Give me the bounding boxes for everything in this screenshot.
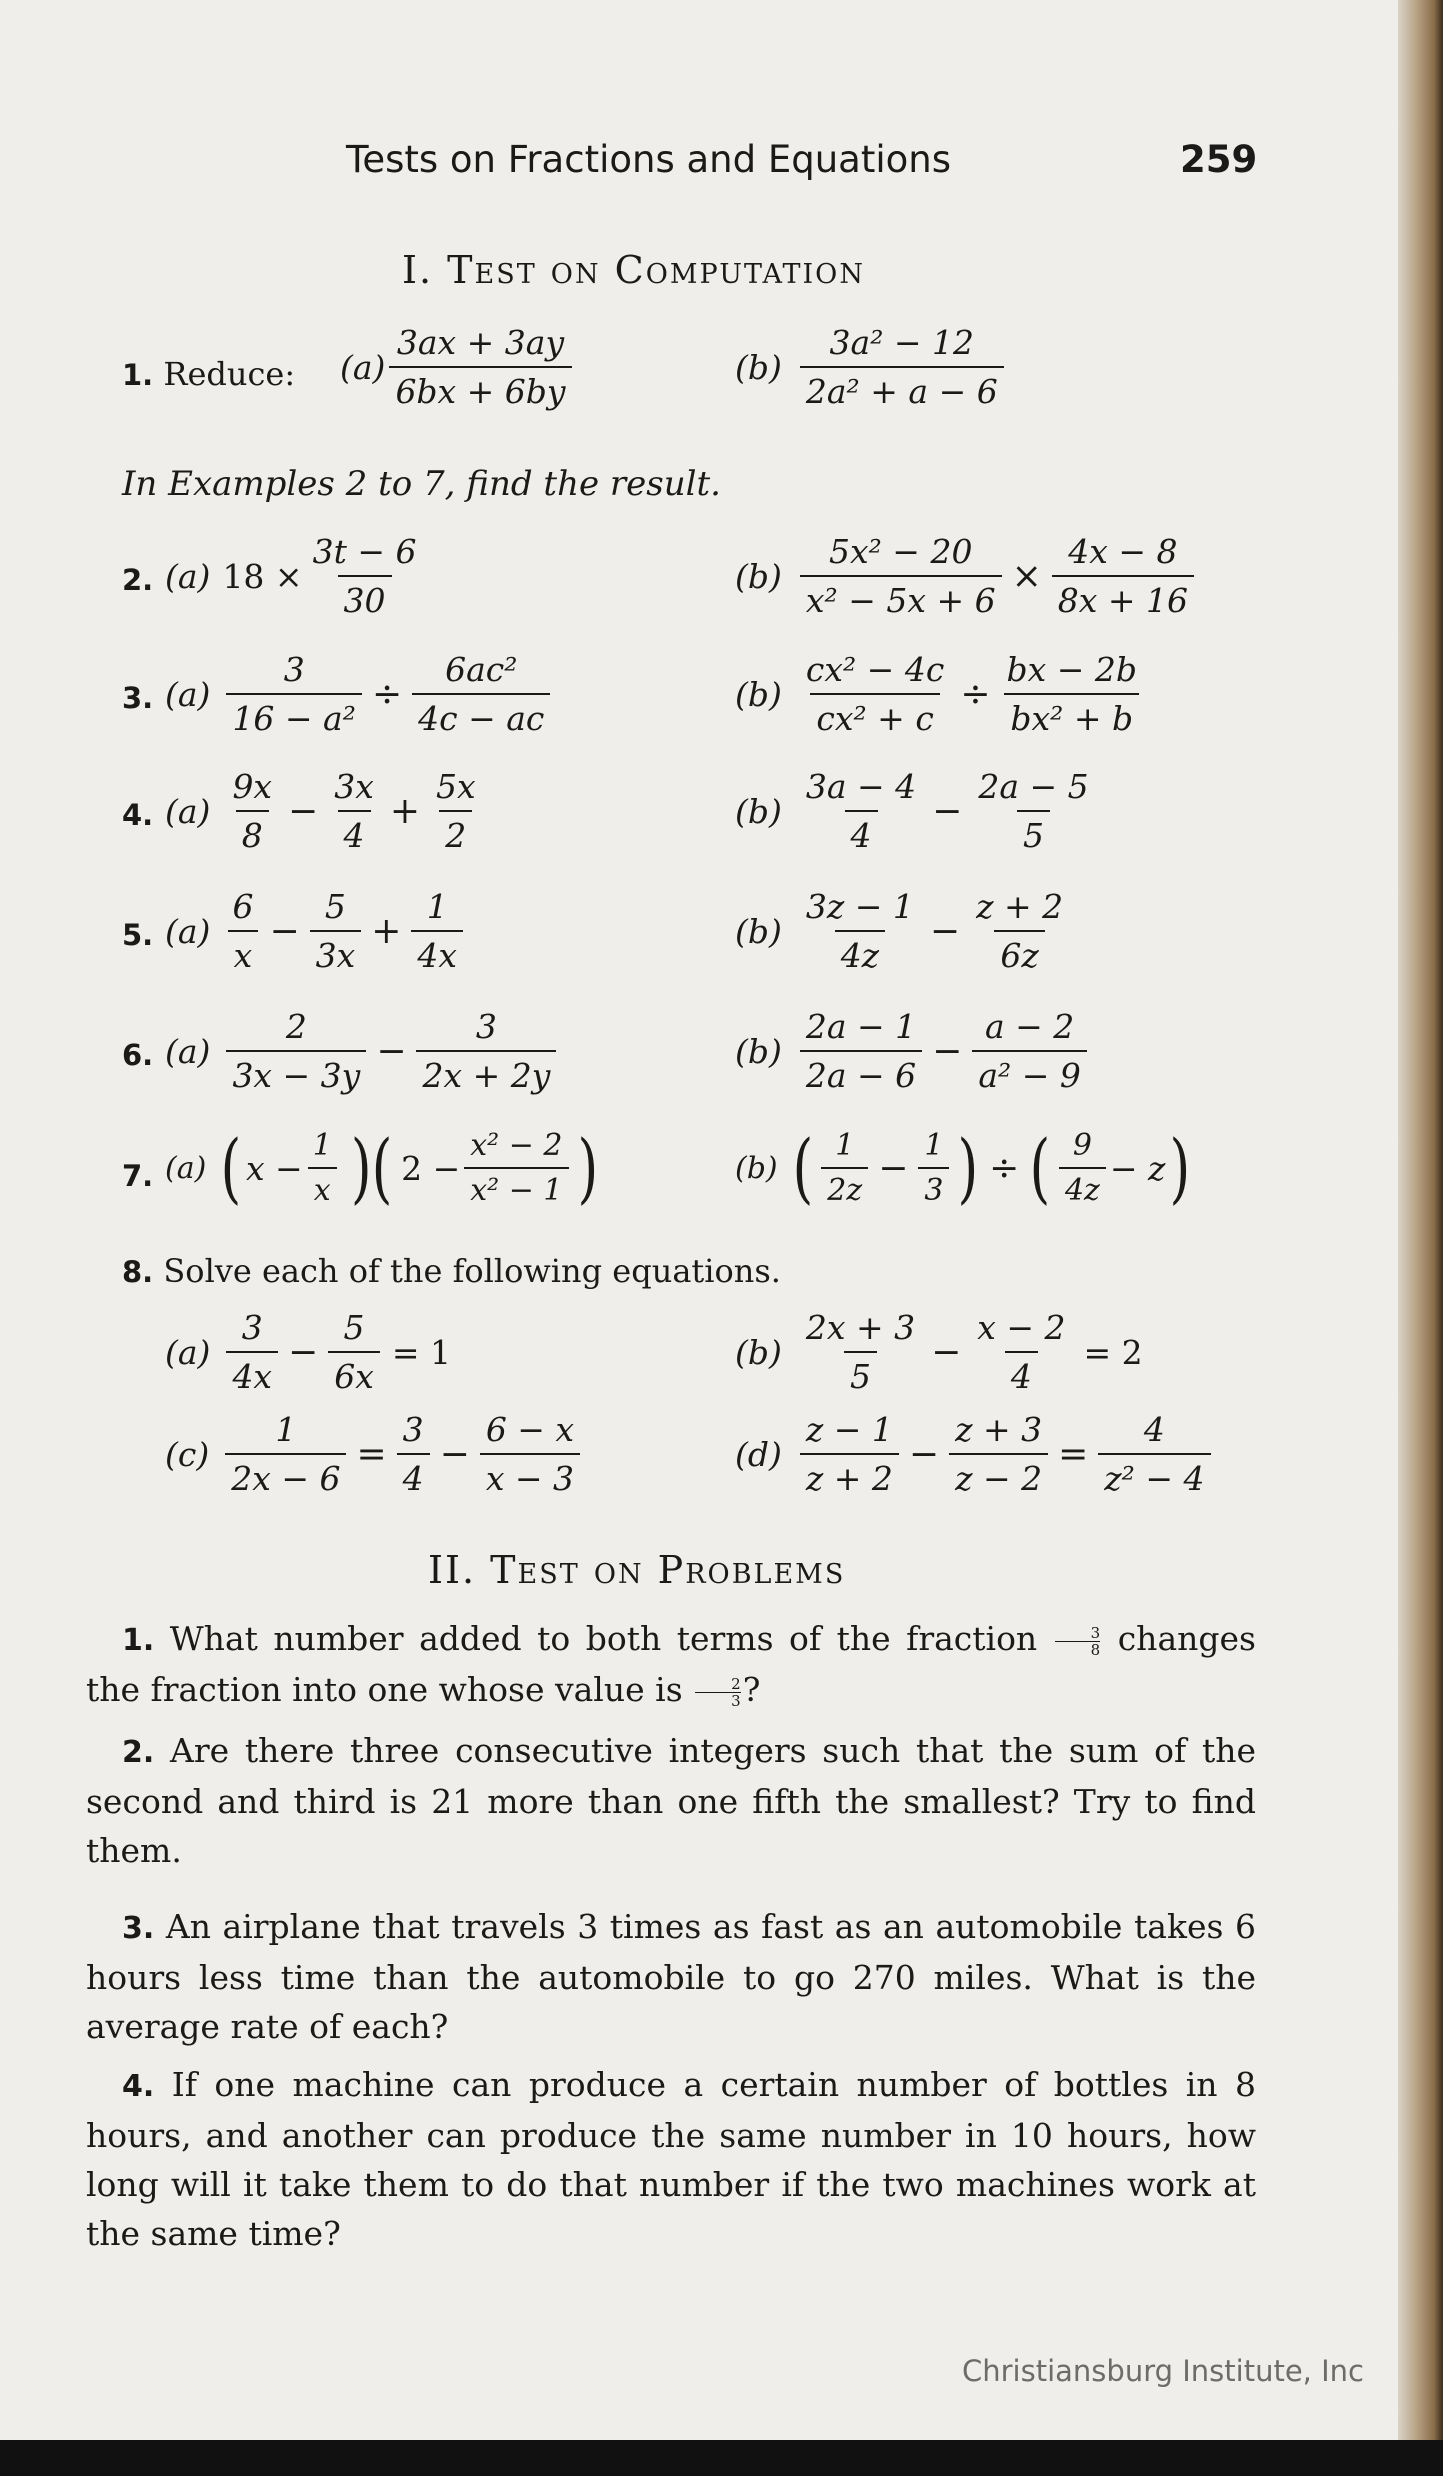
section-title-computation: I. Test on Computation	[402, 248, 865, 292]
q7a-expression: (a) ( x − $\frac{1}{x}$ )( 2 − $\frac{\text{x² − 2}}{\text{x² − 1}}$ )	[165, 1123, 598, 1212]
running-head: Tests on Fractions and Equations	[346, 138, 951, 181]
fraction-two-thirds: $\frac{2}{3}$	[695, 1676, 741, 1709]
bottom-edge	[0, 2440, 1443, 2476]
watermark-text: Christiansburg Institute, Inc	[962, 2354, 1364, 2388]
q5-label: 5.	[122, 918, 154, 952]
fraction-three-eighths: $\frac{3}{8}$	[1055, 1625, 1101, 1658]
q6a-expression: (a) $\frac{2}{3x - 3y}$ − $\frac{3}{2x + 2y}$	[165, 1007, 560, 1095]
q4-label: 4.	[122, 798, 154, 832]
q5a-expression: (a) $\frac{6}{x}$ − $\frac{5}{3x}$ + $\frac{1}{4x}$	[165, 887, 467, 975]
book-spine-edge	[1398, 0, 1443, 2476]
q7b-expression: (b) ( $\frac{1}{2z}$ − $\frac{1}{3}$ ) ÷ ( $\frac{9}{4z}$ − z )	[735, 1123, 1191, 1212]
q8c-expression: (c) $\frac{1}{2x - 6}$ = $\frac{3}{4}$ − $\frac{6 - x}{x - 3}$	[165, 1410, 584, 1498]
q7-label: 7.	[122, 1159, 154, 1193]
instruction-text: In Examples 2 to 7, find the result.	[122, 464, 721, 504]
q8b-expression: (b) $\frac{2x + 3}{5}$ − $\frac{x - 2}{4}$ = 2	[735, 1308, 1143, 1396]
q2-label: 2.	[122, 563, 154, 597]
q8-label: 8. Solve each of the following equations.	[122, 1252, 781, 1290]
q6-label: 6.	[122, 1038, 154, 1072]
problem-4: 4. If one machine can produce a certain number of bottles in 8 hours, and another can produce the same number in 10 hours, how long will it take them to do that number if the two machines work at the same time?	[86, 2065, 1256, 2253]
section-title-problems: II. Test on Problems	[428, 1548, 846, 1592]
q8d-expression: (d) $\frac{z - 1}{z + 2}$ − $\frac{z + 3}{z - 2}$ = $\frac{4}{\text{z² − 4}}$	[735, 1410, 1215, 1498]
q6b-expression: (b) $\frac{2a - 1}{2a - 6}$ − $\frac{a - 2}{\text{a² − 9}}$	[735, 1007, 1091, 1095]
q4b-expression: (b) $\frac{3a - 4}{4}$ − $\frac{2a - 5}{5}$	[735, 767, 1089, 855]
q1b-expression: (b) $\frac{\text{3a² − 12}}{\text{2a² + a − 6}}$	[735, 323, 1008, 411]
q2b-expression: (b) $\frac{\text{5x² − 20}}{\text{x² − 5x + 6}}$ × $\frac{4x - 8}{8x + 16}$	[735, 532, 1198, 620]
q5b-expression: (b) $\frac{3z - 1}{4z}$ − $\frac{z + 2}{6z}$	[735, 887, 1064, 975]
page-number: 259	[1180, 138, 1258, 181]
problem-1: 1. What number added to both terms of the fraction $\frac{3}{8}$ changes the fraction into one whose value is $\frac{2}{3}$ ?	[86, 1619, 1256, 1710]
problem-2: 2. Are there three consecutive integers such that the sum of the second and third is 21 more than one fifth the smallest? Try to find them.	[86, 1731, 1256, 1870]
problem-3: 3. An airplane that travels 3 times as fast as an automobile takes 6 hours less time than the automobile to go 270 miles. What is the average rate of each?	[86, 1907, 1256, 2046]
q3b-expression: (b) $\frac{\text{cx² − 4c}}{\text{cx² + c}}$ ÷ $\frac{bx - 2b}{\text{bx² + b}}$	[735, 650, 1147, 738]
q2a-expression: (a) 18 × $\frac{3t - 6}{30}$	[165, 532, 417, 620]
q8a-expression: (a) $\frac{3}{4x}$ − $\frac{5}{6x}$ = 1	[165, 1308, 451, 1396]
q4a-expression: (a) $\frac{9x}{8}$ − $\frac{3x}{4}$ + $\frac{5x}{2}$	[165, 767, 476, 855]
q1-label: 1. Reduce:	[122, 355, 296, 393]
q1a-expression: (a) $\frac{3ax + 3ay}{6bx + 6by}$	[340, 323, 576, 411]
q3a-expression: (a) $\frac{3}{\text{16 − a²}}$ ÷ $\frac{\text{6ac²}}{4c - ac}$	[165, 650, 554, 738]
q3-label: 3.	[122, 681, 154, 715]
